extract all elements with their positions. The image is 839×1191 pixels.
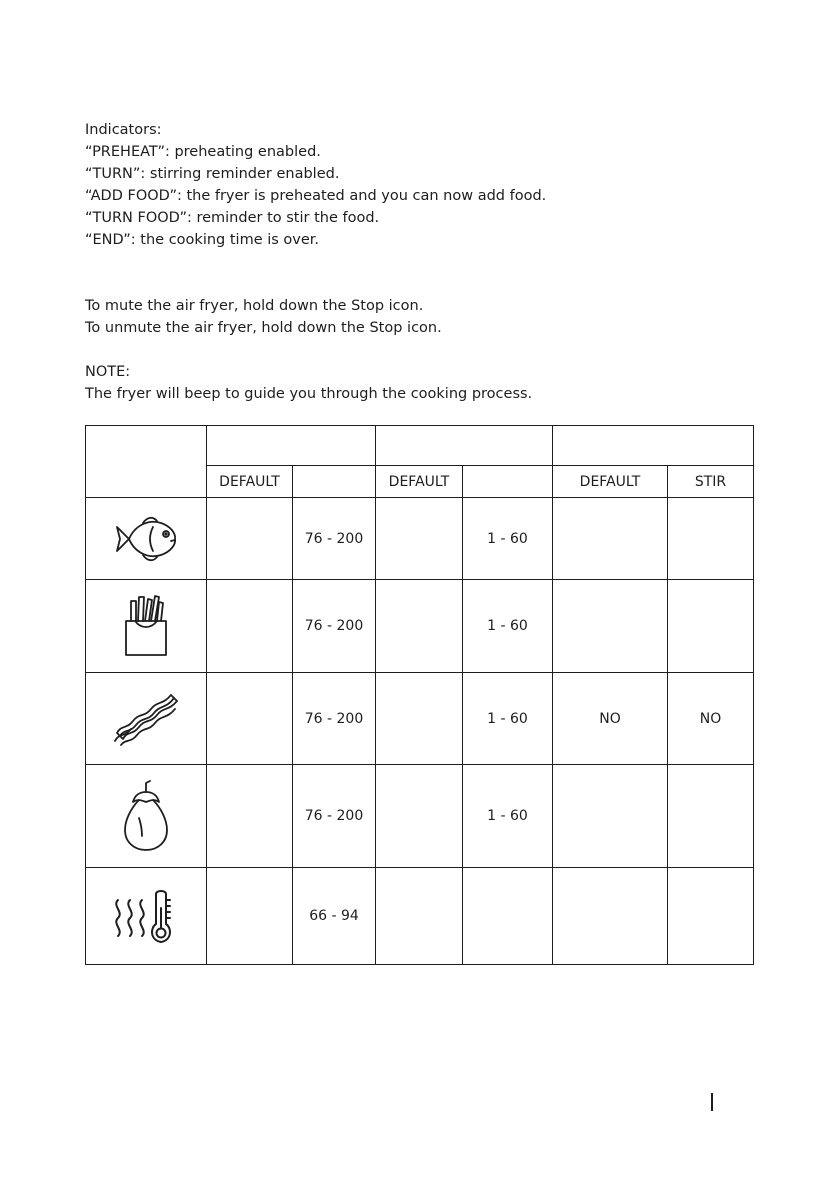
table-cell: NO [668, 673, 754, 765]
mute-section [85, 295, 442, 339]
table-cell [668, 765, 754, 868]
header-temperature-group [207, 426, 376, 466]
table-cell: 1 - 60 [463, 765, 553, 868]
table-row [86, 498, 754, 580]
table-cell: NO [553, 673, 668, 765]
header-corner-cell [86, 426, 207, 498]
table-cell [553, 580, 668, 673]
indicator-add-food: “ADD FOOD”: the fryer is preheated and you can now add food. [85, 188, 547, 204]
table-cell: 76 - 200 [293, 765, 376, 868]
table-cell [207, 498, 293, 580]
table-cell [668, 868, 754, 965]
table-cell [553, 498, 668, 580]
cooking-settings-table [85, 425, 754, 965]
table-row [86, 868, 754, 965]
table-cell: 1 - 60 [463, 580, 553, 673]
indicator-end: “END”: the cooking time is over. [85, 232, 320, 248]
fries-icon [86, 580, 207, 673]
subheader-cell: DEFAULT [553, 466, 668, 498]
indicators-section [85, 119, 546, 251]
indicators-title: Indicators: [85, 122, 162, 138]
note-title: NOTE: [85, 364, 131, 380]
table-cell [376, 580, 463, 673]
table-row [86, 765, 754, 868]
table-cell [668, 498, 754, 580]
table-cell: 1 - 60 [463, 498, 553, 580]
indicator-turn: “TURN”: stirring reminder enabled. [85, 166, 340, 182]
header-stir-group [553, 426, 754, 466]
table-cell [207, 580, 293, 673]
table-cell [207, 765, 293, 868]
table-cell: 76 - 200 [293, 580, 376, 673]
header-time-group [376, 426, 553, 466]
table-cell: 66 - 94 [293, 868, 376, 965]
table-header-row [86, 426, 754, 466]
page-marker [711, 1093, 713, 1111]
table-cell [376, 673, 463, 765]
eggplant-icon [86, 765, 207, 868]
note-text: The fryer will beep to guide you through the cooking process. [85, 386, 533, 402]
unmute-instruction: To unmute the air fryer, hold down the Stop icon. [85, 320, 442, 336]
table-row [86, 673, 754, 765]
mute-instruction: To mute the air fryer, hold down the Stop icon. [85, 298, 424, 314]
table-cell [376, 868, 463, 965]
subheader-cell [293, 466, 376, 498]
table-cell: 1 - 60 [463, 673, 553, 765]
table-cell [668, 580, 754, 673]
table-cell [463, 868, 553, 965]
table-row [86, 580, 754, 673]
note-section [85, 361, 532, 405]
fish-icon [86, 498, 207, 580]
subheader-cell [463, 466, 553, 498]
table-cell [207, 673, 293, 765]
table-cell [553, 765, 668, 868]
table-cell [376, 765, 463, 868]
subheader-cell: DEFAULT [207, 466, 293, 498]
keep-warm-thermometer-icon [86, 868, 207, 965]
table-cell [553, 868, 668, 965]
table-cell [376, 498, 463, 580]
subheader-cell: DEFAULT [376, 466, 463, 498]
indicator-turn-food: “TURN FOOD”: reminder to stir the food. [85, 210, 380, 226]
table-cell: 76 - 200 [293, 673, 376, 765]
bacon-icon [86, 673, 207, 765]
indicator-preheat: “PREHEAT”: preheating enabled. [85, 144, 321, 160]
subheader-cell: STIR [668, 466, 754, 498]
table-cell: 76 - 200 [293, 498, 376, 580]
table-cell [207, 868, 293, 965]
